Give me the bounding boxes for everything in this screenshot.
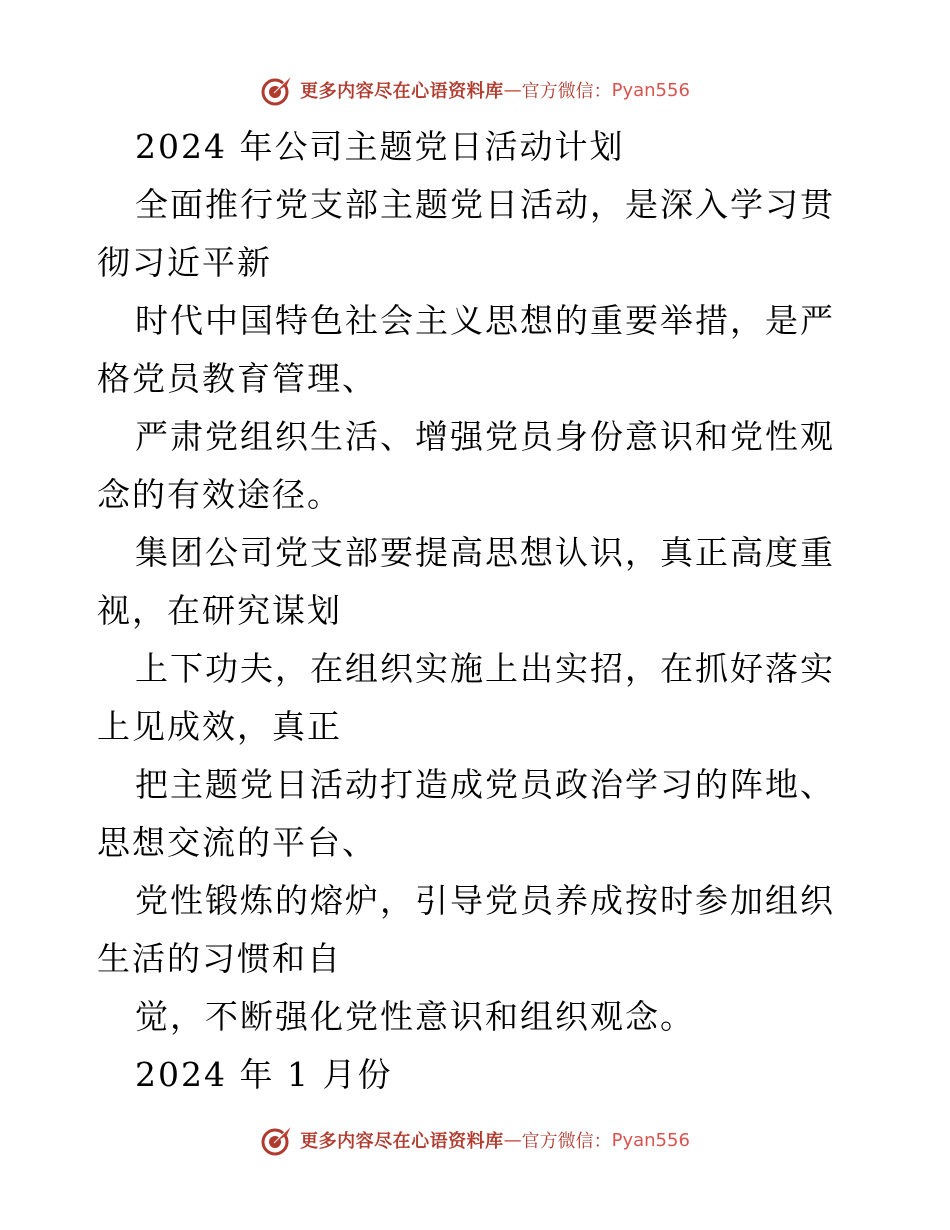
- paragraph: 把主题党日活动打造成党员政治学习的阵地、思想交流的平台、: [97, 765, 835, 862]
- section-heading: 2024 年 1 月份: [135, 1055, 393, 1094]
- watermark-site-name: 更多内容尽在心语资料库: [300, 81, 504, 102]
- watermark-wechat-id: Pyan556: [611, 79, 690, 101]
- header-watermark: [0, 70, 950, 110]
- watermark-wechat-label: 官方微信：: [521, 81, 612, 102]
- watermark-site-name: 更多内容尽在心语资料库: [300, 1131, 504, 1152]
- paragraph: 集团公司党支部要提高思想认识，真正高度重视，在研究谋划: [97, 533, 835, 630]
- paragraph: 时代中国特色社会主义思想的重要举措，是严格党员教育管理、: [97, 301, 835, 398]
- paragraph: 党性锻炼的熔炉，引导党员养成按时参加组织生活的习惯和自: [97, 881, 835, 978]
- watermark-dash: —: [503, 1129, 522, 1151]
- watermark-wechat-label: 官方微信：: [521, 1131, 612, 1152]
- watermark-dash: —: [503, 79, 522, 101]
- footer-watermark: [0, 1120, 950, 1160]
- quill-logo-icon: [260, 1123, 294, 1157]
- quill-logo-icon: [260, 73, 294, 107]
- watermark-wechat-id: Pyan556: [611, 1129, 690, 1151]
- paragraph: 严肃党组织生活、增强党员身份意识和党性观念的有效途径。: [97, 417, 835, 514]
- paragraph: 上下功夫，在组织实施上出实招，在抓好落实上见成效，真正: [97, 649, 835, 746]
- paragraph: 全面推行党支部主题党日活动，是深入学习贯彻习近平新: [97, 185, 835, 282]
- paragraph: 觉，不断强化党性意识和组织观念。: [135, 997, 695, 1036]
- document-title: 2024 年公司主题党日活动计划: [135, 127, 625, 166]
- document-body: [97, 118, 857, 1104]
